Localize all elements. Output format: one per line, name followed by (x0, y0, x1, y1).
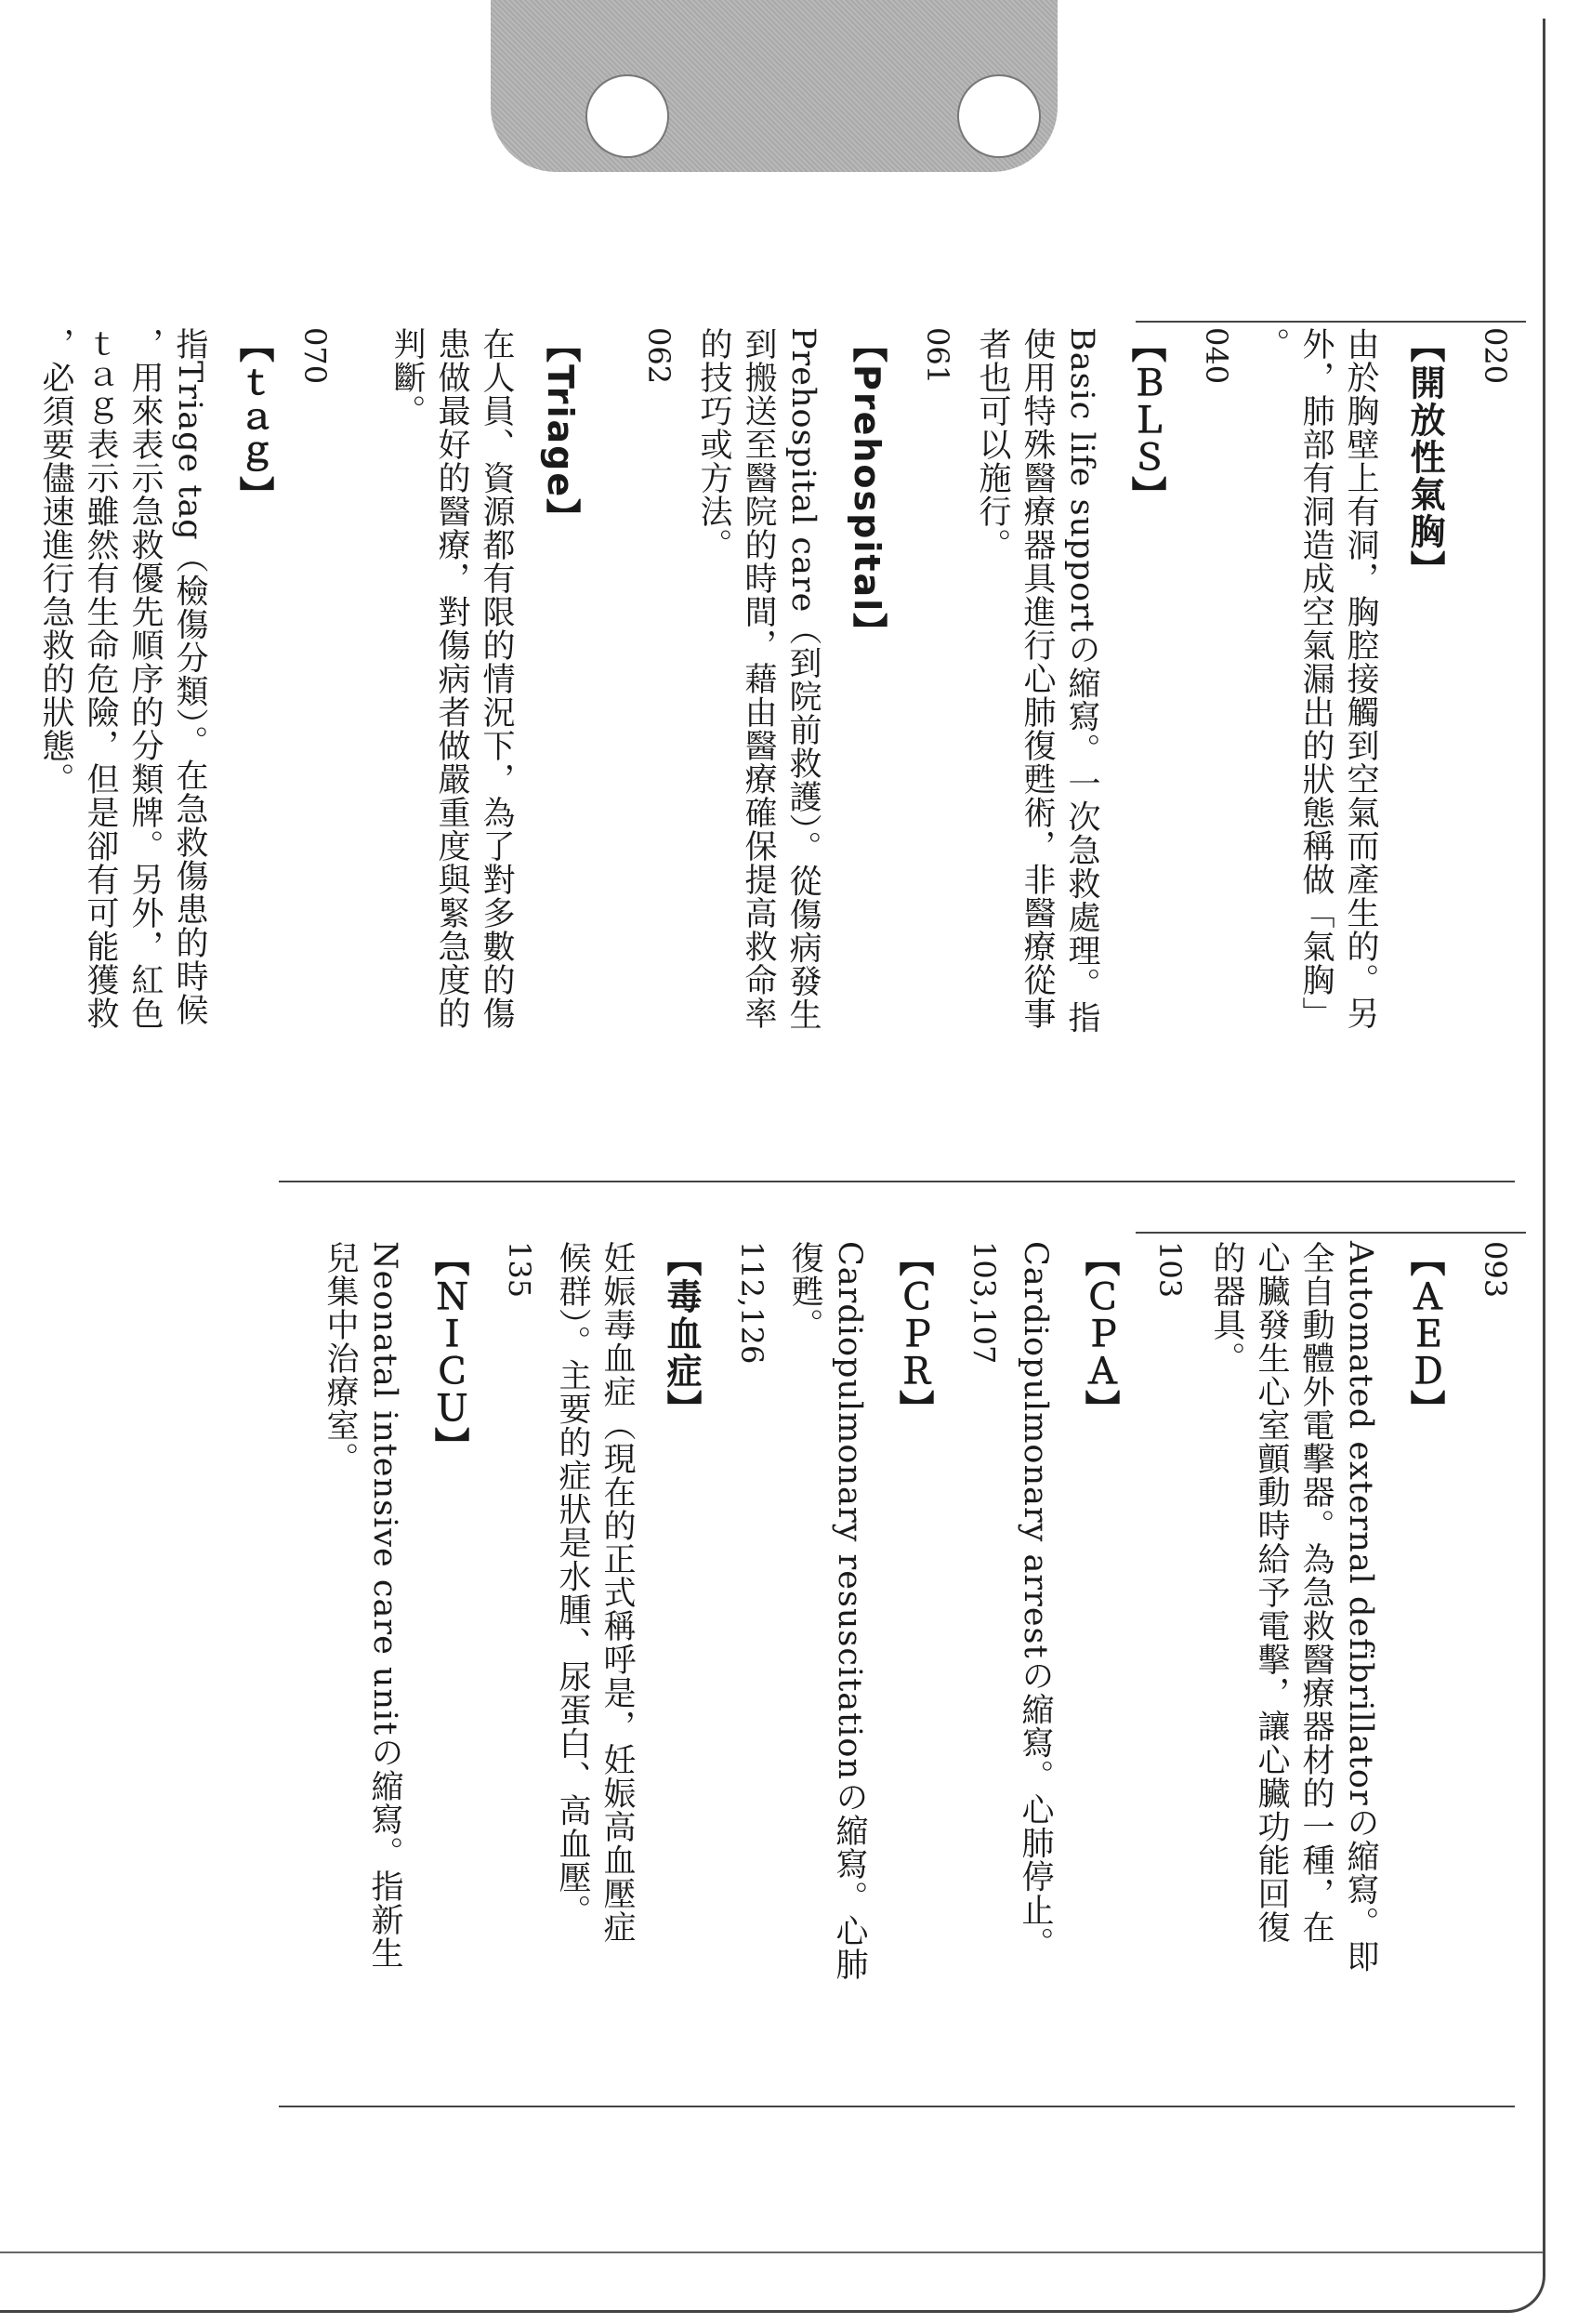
entry-line: 在人員、資源都有限的情況下，為了對多數的傷 (478, 327, 515, 1030)
entry-term: 【Prehospital】 (847, 327, 888, 651)
entry-line: 的技巧或方法。 (695, 327, 732, 561)
entry-line: 全自動體外電擊器。為急救醫療器材的一種，在 (1297, 1241, 1335, 1944)
entry-number: 070 (297, 327, 333, 385)
entry-line: 心臟發生心室顫動時給予電擊，讓心臟功能回復 (1253, 1241, 1290, 1944)
entry-line: 到搬送至醫院的時間，藉由醫療確保提高救命率 (740, 327, 777, 1030)
entry-number: 093 (1478, 1241, 1513, 1299)
entry-line: 患做最好的醫療，對傷病者做嚴重度與緊急度的 (433, 327, 470, 1030)
entry-term: 【毒血症】 (661, 1241, 702, 1427)
clip-hole-right (957, 74, 1041, 158)
entry-line: 候群）。主要的症狀是水腫、尿蛋白、高血壓。 (554, 1241, 591, 1928)
entry-line: 。 (1253, 327, 1290, 361)
page-bottom-rule (0, 2251, 1543, 2253)
entry-term: 【開放性氣胸】 (1404, 327, 1445, 588)
entry-line: Cardiopulmonary arrestの縮寫。心肺停止。 (1017, 1241, 1054, 1961)
entry-line: Basic life supportの縮寫。一次急救處理。指 (1063, 327, 1100, 1035)
entry-line: Prehospital care（到院前救護）。從傷病發生 (784, 327, 822, 1032)
entry-number: 135 (502, 1241, 537, 1299)
entry-line: 使用特殊醫療器具進行心肺復甦術，非醫療從事 (1019, 327, 1056, 1030)
entry-line: Automated external defibrillatorの縮寫。即 (1342, 1241, 1379, 1974)
entry-term: 【ＣＰＡ】 (1079, 1241, 1120, 1427)
entry-term: 【ＡＥＤ】 (1404, 1241, 1445, 1427)
entry-line: ，用來表示急救優先順序的分類牌。另外，紅色 (126, 327, 164, 1030)
entry-line: Cardiopulmonary resuscitationの縮寫。心肺 (831, 1241, 868, 1981)
entry-number: 103,107 (966, 1241, 1002, 1365)
entry-line: 指Triage tag（檢傷分類）。在急救傷患的時候 (171, 327, 208, 1027)
entry-rule (1136, 1232, 1526, 1234)
entry-line: 由於胸壁上有洞，胸腔接觸到空氣而產生的。另 (1342, 327, 1379, 1030)
block-divider (279, 1181, 1515, 1182)
entry-line: 判斷。 (388, 327, 426, 428)
entry-term: 【ＣＰＲ】 (893, 1241, 934, 1427)
clip-hole-left (585, 74, 669, 158)
entry-number: 062 (641, 327, 677, 385)
entry-line: 外，肺部有洞造成空氣漏出的狀態稱做「氣胸」 (1297, 327, 1335, 1030)
entry-number: 103 (1152, 1241, 1188, 1299)
entry-line: 妊娠毒血症（現在的正式稱呼是，妊娠高血壓症 (598, 1241, 636, 1944)
entry-term: 【ＢＬＳ】 (1125, 327, 1166, 513)
entry-line: 兒集中治療室。 (322, 1241, 359, 1475)
entry-number: 061 (920, 327, 955, 385)
entry-number: 020 (1478, 327, 1513, 385)
entry-line: 者也可以施行。 (974, 327, 1011, 561)
entry-line: Neonatal intensive care unitの縮寫。指新生 (366, 1241, 403, 1971)
entry-line: ｔａｇ表示雖然有生命危險，但是卻有可能獲救 (82, 327, 119, 1030)
entry-number: 112,126 (734, 1241, 769, 1365)
entry-line: 的器具。 (1208, 1241, 1245, 1375)
entry-line: 復甦。 (786, 1241, 823, 1341)
entry-term: 【Triage】 (540, 327, 581, 536)
entry-number: 040 (1199, 327, 1234, 385)
entry-term: 【ＮＩＣＵ】 (428, 1241, 469, 1464)
entry-term: 【ｔａｇ】 (233, 327, 274, 513)
block-divider (279, 2106, 1515, 2107)
entry-rule (1136, 321, 1526, 323)
entry-line: ，必須要儘速進行急救的狀態。 (37, 327, 74, 796)
